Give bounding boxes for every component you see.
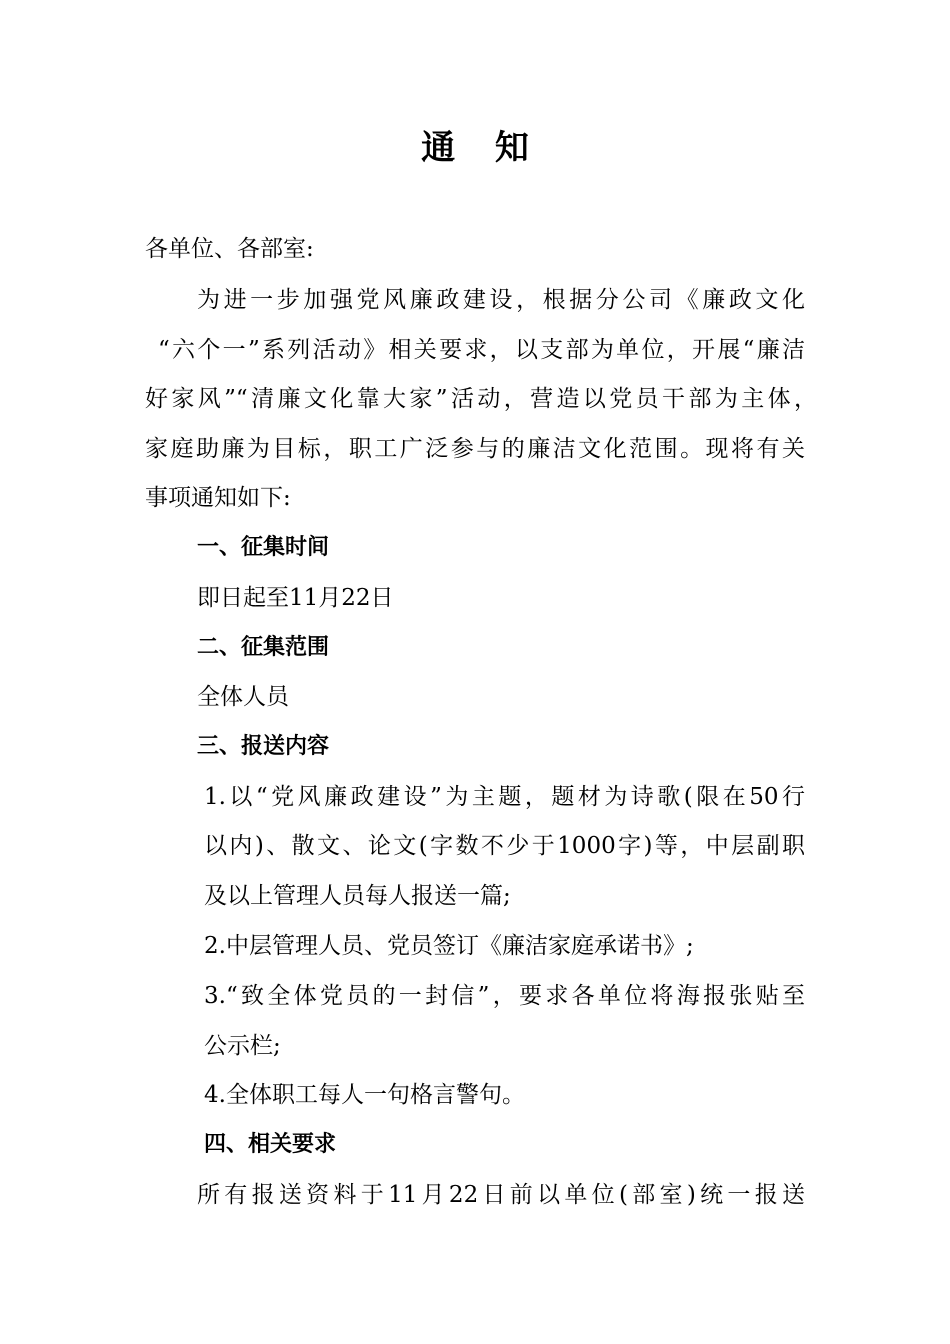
content-line-4: 2.中层管理人员、党员签订《廉洁家庭承诺书》; xyxy=(204,933,694,959)
content-line-2: 以内)、散文、论文(字数不少于1000字)等，中层副职 xyxy=(204,833,805,859)
intro-line-4: 家庭助廉为目标，职工广泛参与的廉洁文化范围。现将有关 xyxy=(145,436,805,462)
section-heading-requirements: 四、相关要求 xyxy=(204,1132,337,1157)
section-time-text: 即日起至11月22日 xyxy=(197,585,394,611)
content-line-6: 公示栏; xyxy=(204,1033,281,1059)
intro-line-5: 事项通知如下: xyxy=(145,485,291,511)
content-line-7: 4.全体职工每人一句格言警句。 xyxy=(204,1082,525,1108)
section-scope-text: 全体人员 xyxy=(197,684,289,710)
section-heading-content: 三、报送内容 xyxy=(197,734,330,759)
salutation: 各单位、各部室: xyxy=(145,236,314,262)
content-line-1: 1.以“党风廉政建设”为主题，题材为诗歌(限在50行 xyxy=(204,784,805,810)
content-line-5: 3.“致全体党员的一封信”，要求各单位将海报张贴至 xyxy=(204,983,805,1009)
document-title: 通 知 xyxy=(421,128,543,168)
intro-line-1: 为进一步加强党风廉政建设，根据分公司《廉政文化 xyxy=(197,287,805,313)
section-heading-time: 一、征集时间 xyxy=(197,535,330,560)
section-heading-scope: 二、征集范围 xyxy=(197,635,330,660)
intro-line-3: 好家风”“清廉文化靠大家”活动，营造以党员干部为主体， xyxy=(145,386,817,412)
intro-line-2: “六个一”系列活动》相关要求，以支部为单位，开展“廉洁 xyxy=(158,337,805,363)
requirements-line-1: 所有报送资料于11月22日前以单位(部室)统一报送 xyxy=(197,1182,805,1208)
content-line-3: 及以上管理人员每人报送一篇; xyxy=(204,883,511,909)
